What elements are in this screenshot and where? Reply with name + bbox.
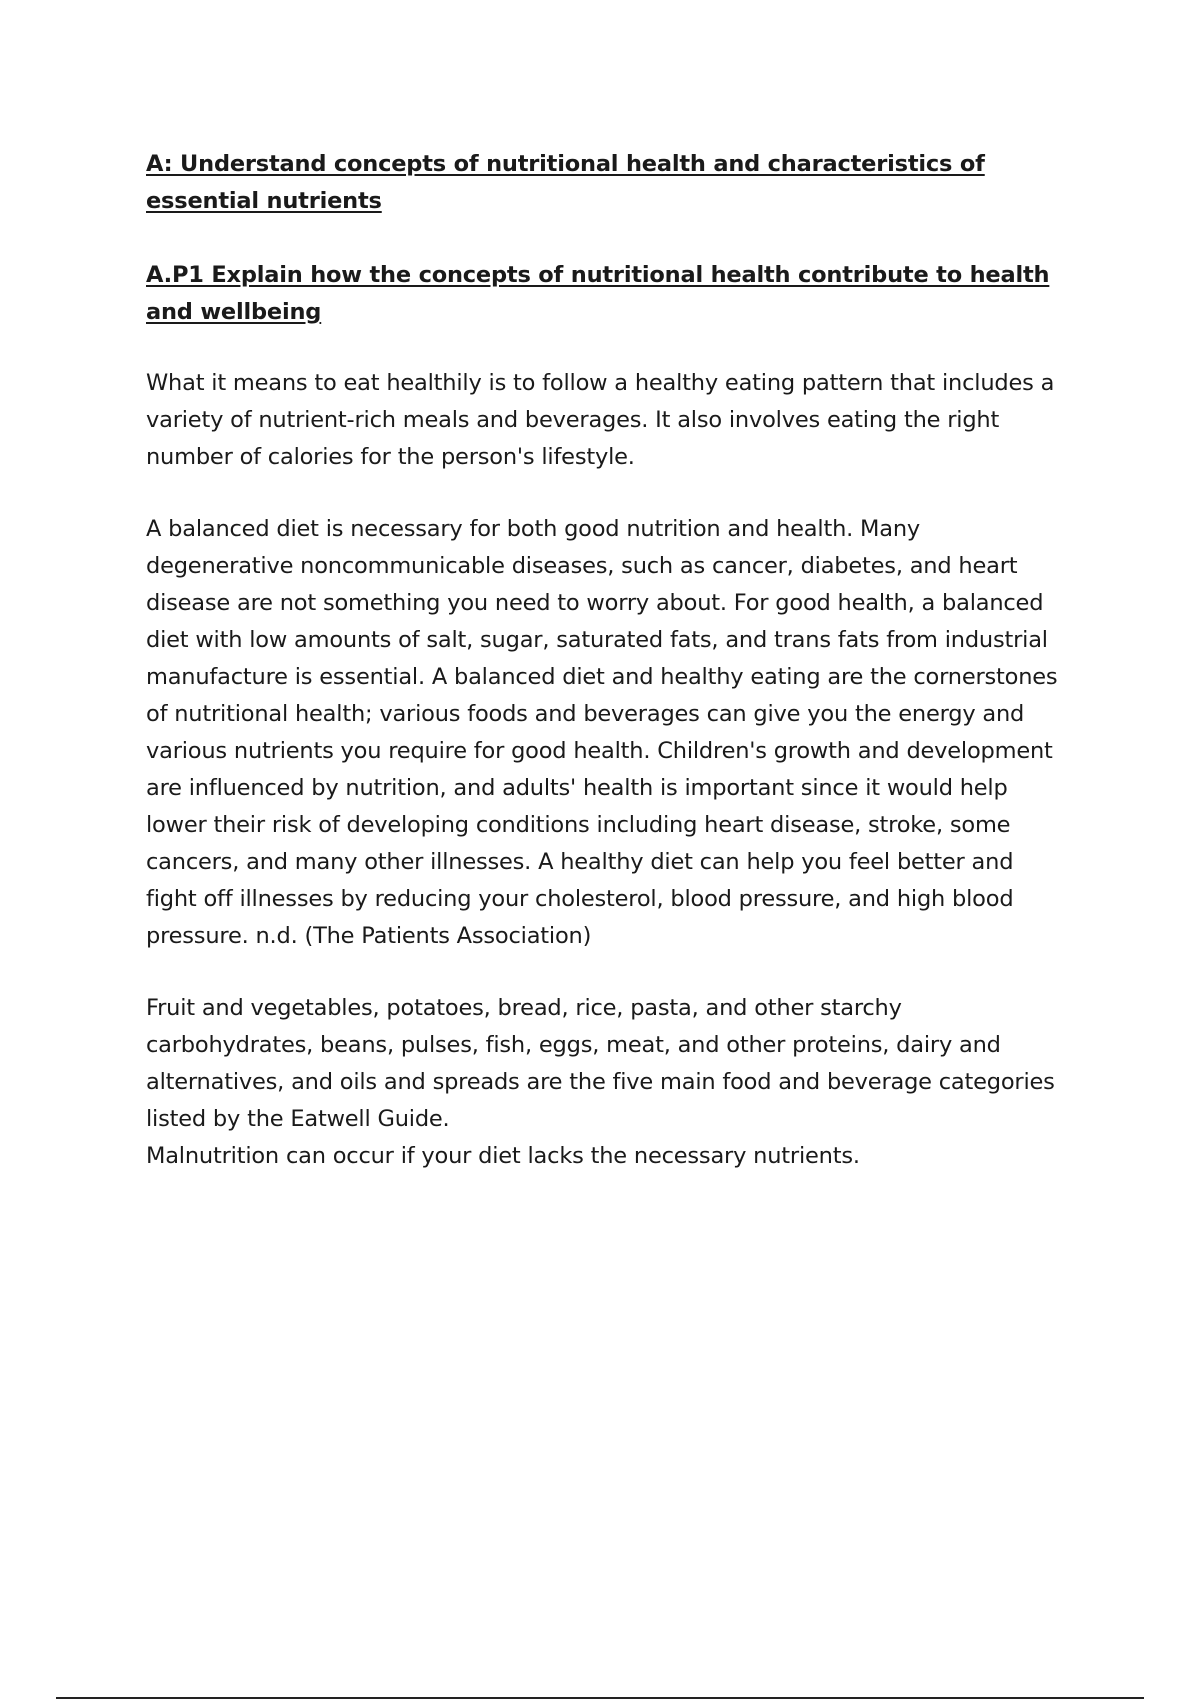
subsection-heading: A.P1 Explain how the concepts of nutritional health contribute to health and wellbeing (146, 262, 1050, 325)
document-page (146, 146, 1066, 1175)
paragraph-balanced-diet: A balanced diet is necessary for both good nutrition and health. Many degenerative noncommunicable diseases, such as cancer, diabetes, and heart disease are not something you need to worry about. For good health, a balanced diet with low amounts of salt, sugar, saturated fats, and trans fats from industrial manufacture is essential. A balanced diet and healthy eating are the cornerstones of nutritional health; various foods and beverages can give you the energy and various nutrients you require for good health. Children's growth and development are influenced by nutrition, and adults' health is important since it would help lower their risk of developing conditions including heart disease, stroke, some cancers, and many other illnesses. A healthy diet can help you feel better and fight off illnesses by reducing your cholesterol, blood pressure, and high blood pressure. n.d. (The Patients Association) (146, 516, 1058, 949)
page-bottom-rule (56, 1697, 1144, 1699)
section-heading: A: Understand concepts of nutritional health and characteristics of essential nutrients (146, 151, 985, 214)
paragraph-eatwell-guide: Fruit and vegetables, potatoes, bread, rice, pasta, and other starchy carbohydrates, beans, pulses, fish, eggs, meat, and other proteins, dairy and alternatives, and oils and spreads are the five main food and beverage categories listed by the Eatwell Guide. (146, 995, 1055, 1132)
paragraph-malnutrition: Malnutrition can occur if your diet lacks the necessary nutrients. (146, 1143, 860, 1169)
paragraph-healthy-eating: What it means to eat healthily is to follow a healthy eating pattern that includes a variety of nutrient-rich meals and beverages. It also involves eating the right number of calories for the person's lifestyle. (146, 370, 1055, 470)
